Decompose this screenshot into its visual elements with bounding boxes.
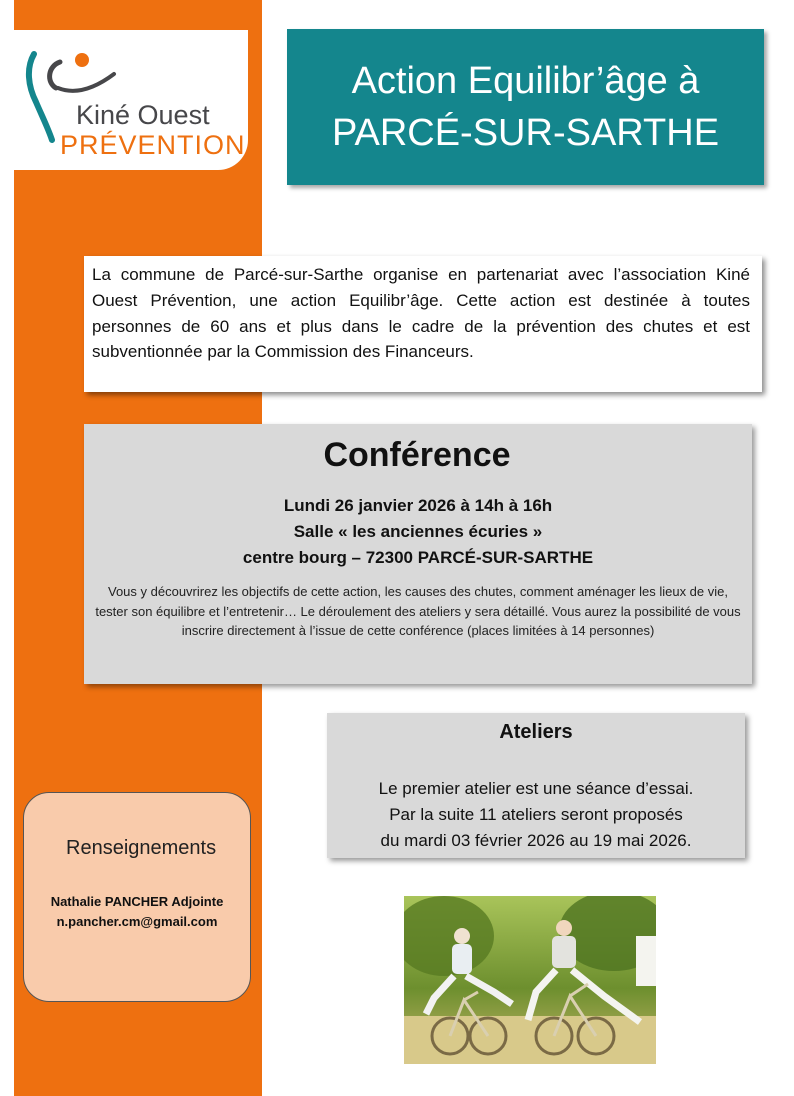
contact-email: n.pancher.cm@gmail.com <box>56 914 218 929</box>
conference-date: Lundi 26 janvier 2026 à 14h à 16h <box>283 496 553 515</box>
logo-text-kine-ouest: Kiné Ouest <box>76 100 210 130</box>
contact-box <box>23 792 251 1002</box>
ateliers-line-1: Le premier atelier est une séance d’essai. <box>378 779 694 798</box>
ateliers-line-3: du mardi 03 février 2026 au 19 mai 2026. <box>380 831 692 850</box>
ateliers-line-2: Par la suite 11 ateliers seront proposés <box>389 805 683 824</box>
title-banner <box>287 29 764 185</box>
title-line-1: Action Equilibr’âge à <box>351 60 700 102</box>
contact-name: Nathalie PANCHER Adjointe <box>50 894 224 909</box>
logo-text-prevention: PRÉVENTION <box>60 130 246 160</box>
conference-room: Salle « les anciennes écuries » <box>293 522 543 541</box>
intro-box <box>84 256 762 392</box>
logo-card <box>14 30 248 170</box>
contact-title: Renseignements <box>66 837 217 859</box>
intro-text: La commune de Parcé-sur-Sarthe organise en partenariat avec l’association Kiné Ouest Prévention, une action Equilibr’âge. Cette action est destinée à toutes personnes de 60 ans et plus dans le cadre de la prévention des chutes et est subventionnée par la Commission des Financeurs. <box>92 265 750 362</box>
ateliers-title: Ateliers <box>499 721 573 743</box>
title-line-2: PARCÉ-SUR-SARTHE <box>331 112 720 154</box>
conference-box <box>84 424 752 684</box>
seniors-cycling-photo <box>404 896 656 1064</box>
ateliers-box <box>327 713 745 858</box>
conference-title: Conférence <box>323 436 511 474</box>
conference-description: Vous y découvrirez les objectifs de cette action, les causes des chutes, comment aménager les lieux de vie, tester son équilibre et l’entretenir… Le déroulement des ateliers y sera détaillé. Vous aurez la possibilité de vous inscrire directement à l’issue de cette conférence (places limitées à 14 personnes) <box>95 584 741 638</box>
conference-address: centre bourg – 72300 PARCÉ-SUR-SARTHE <box>242 548 594 567</box>
